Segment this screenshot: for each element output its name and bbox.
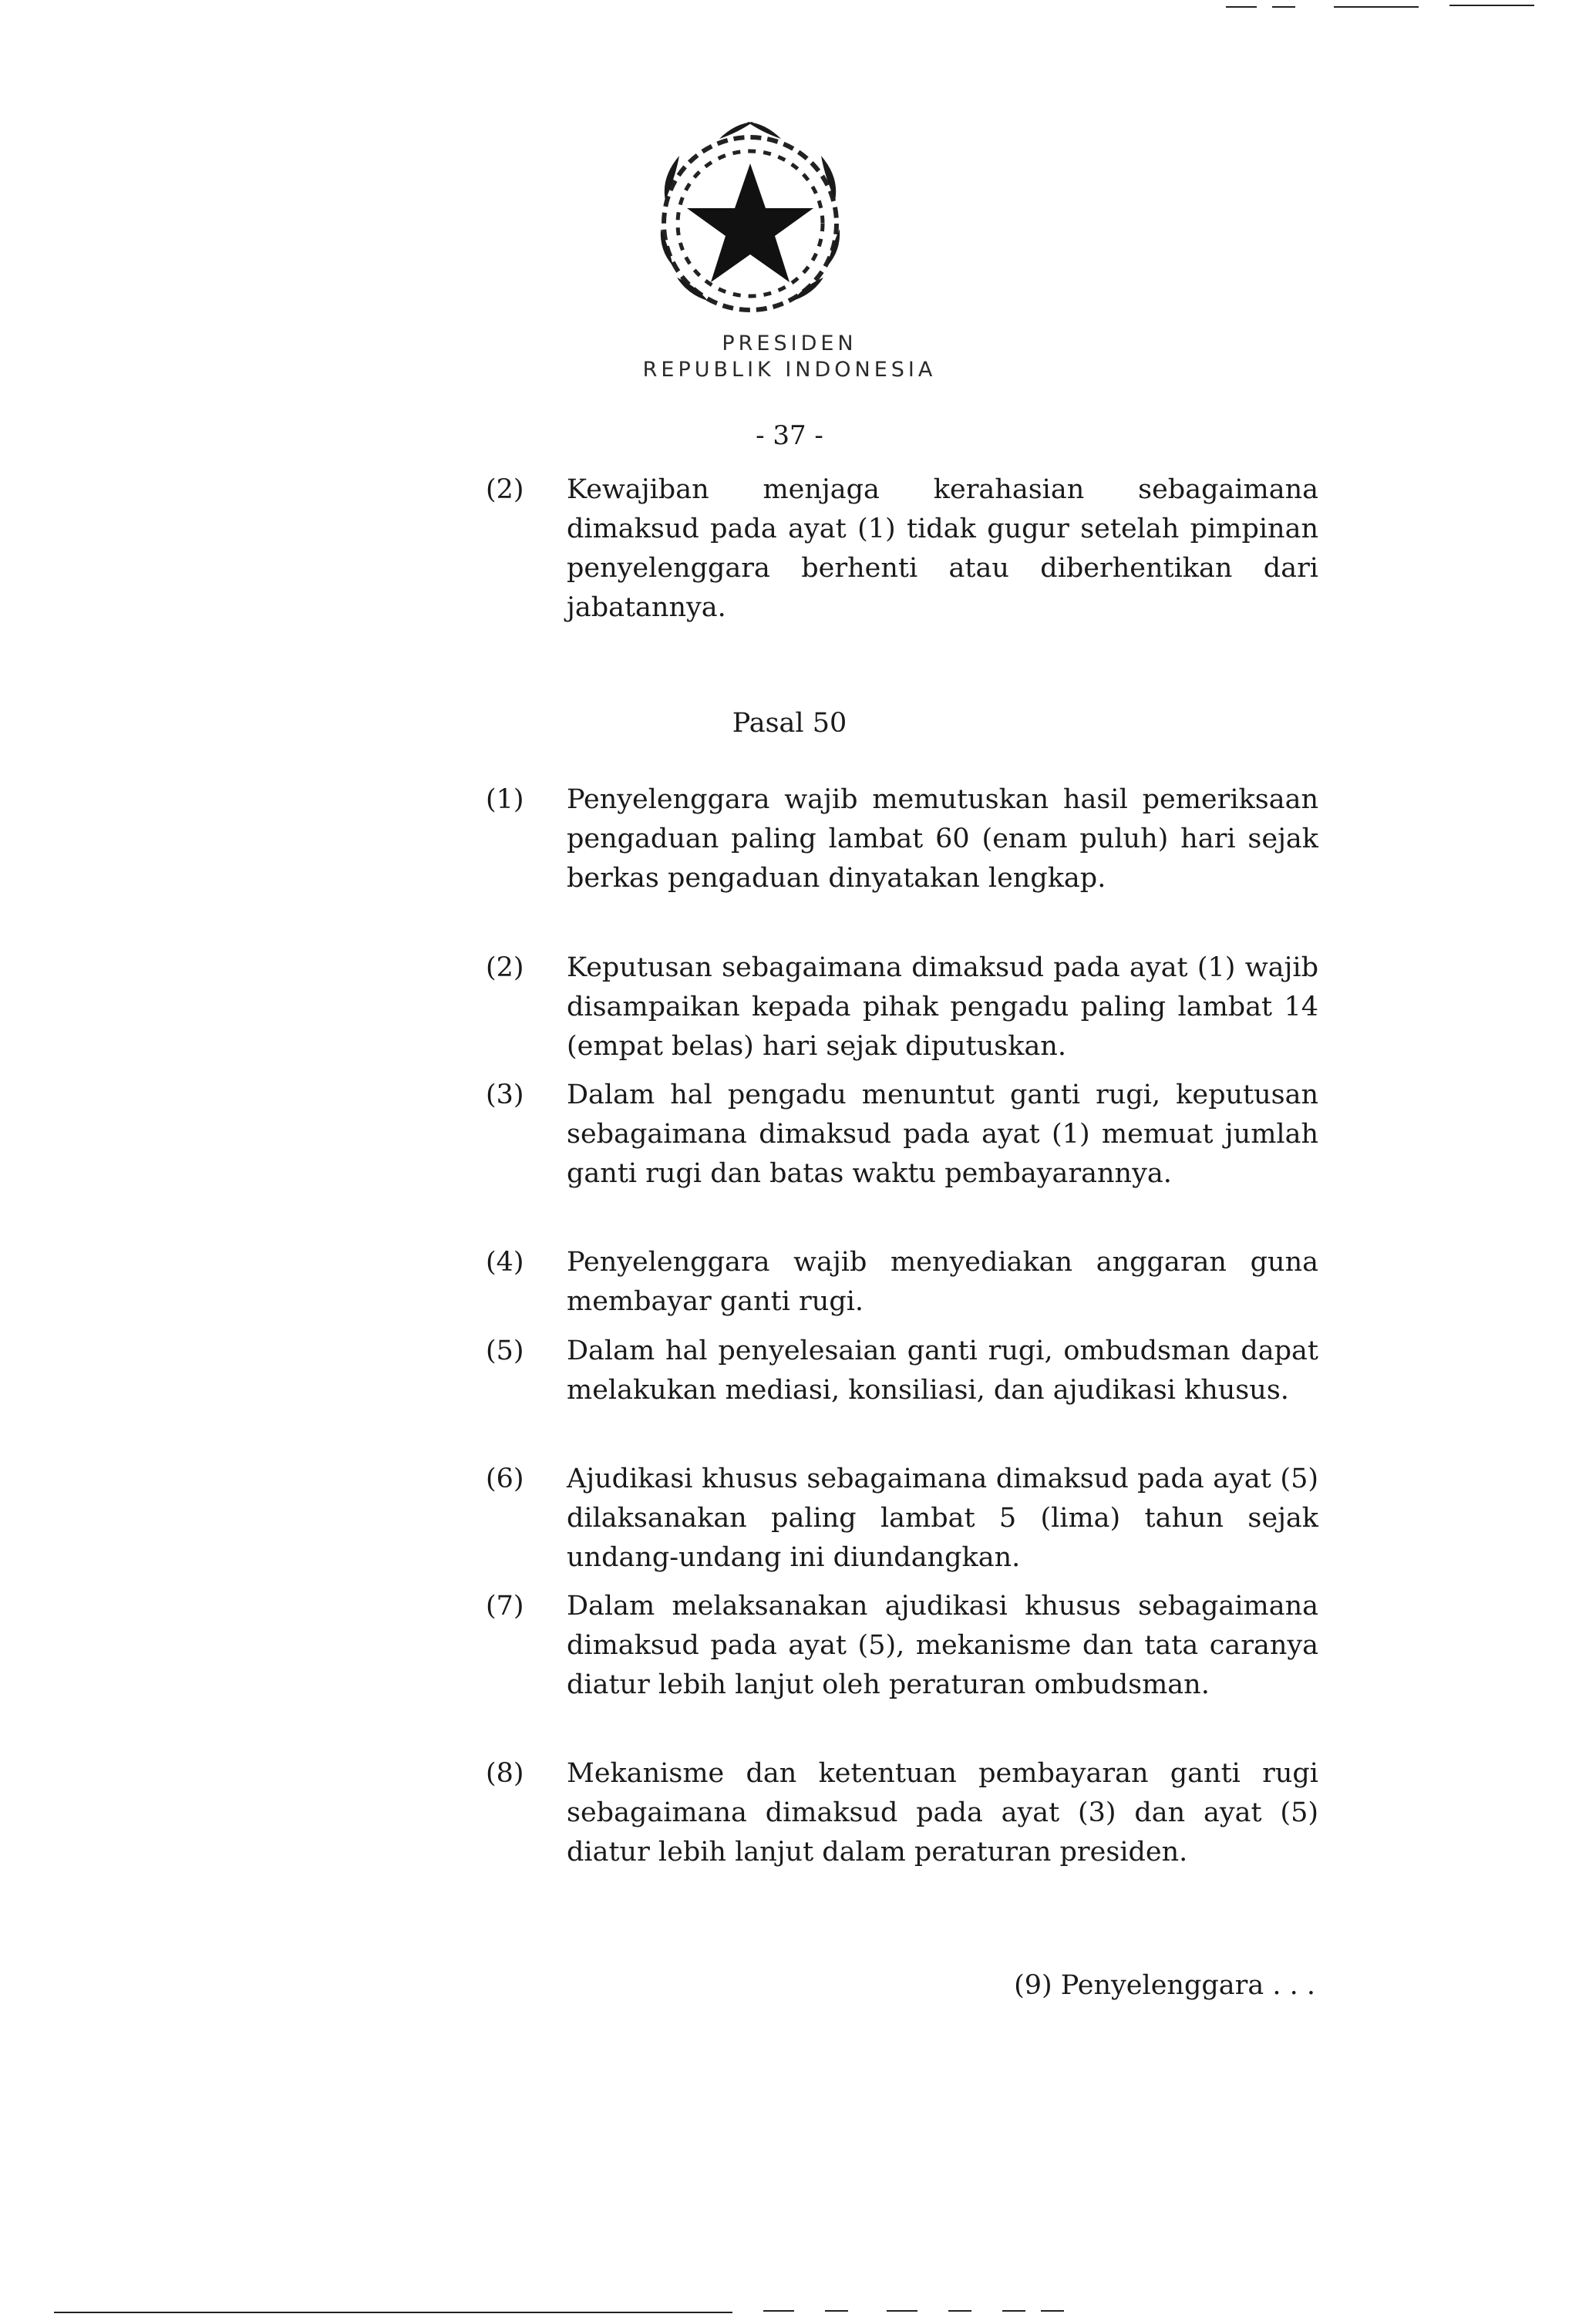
scan-rule <box>1041 2310 1064 2312</box>
header-republik-indonesia: REPUBLIK INDONESIA <box>642 358 937 382</box>
page-number: - 37 - <box>756 420 823 451</box>
scan-rule <box>887 2310 917 2312</box>
paragraph-text: Penyelenggara wajib menyediakan anggaran guna membayar ganti rugi. <box>567 1247 1318 1317</box>
scan-rule <box>54 2312 732 2313</box>
paragraph-number: (5) <box>486 1335 524 1366</box>
scan-rule <box>763 2310 794 2312</box>
scan-rule <box>1002 2310 1025 2312</box>
paragraph-number: (2) <box>486 474 524 505</box>
paragraph-text: Ajudikasi khusus sebagaimana dimaksud pada ayat (5) dilaksanakan paling lambat 5 (lima) tahun sejak undang-undang ini diundangkan. <box>567 1463 1318 1573</box>
scan-rule <box>1226 6 1257 8</box>
paragraph-text: Dalam melaksanakan ajudikasi khusus sebagaimana dimaksud pada ayat (5), mekanisme dan tata caranya diatur lebih lanjut oleh peraturan ombudsman. <box>567 1591 1318 1700</box>
paragraph-text: Dalam hal penyelesaian ganti rugi, ombudsman dapat melakukan mediasi, konsiliasi, dan ajudikasi khusus. <box>567 1335 1318 1406</box>
paragraph-number: (6) <box>486 1463 524 1494</box>
paragraph-number: (1) <box>486 784 524 815</box>
paragraph-text: Kewajiban menjaga kerahasian sebagaimana dimaksud pada ayat (1) tidak gugur setelah pimpinan penyelenggara berhenti atau diberhentikan dari jabatannya. <box>567 474 1318 623</box>
paragraph-text: Keputusan sebagaimana dimaksud pada ayat (1) wajib disampaikan kepada pihak pengadu paling lambat 14 (empat belas) hari sejak diputuskan. <box>567 952 1318 1062</box>
paragraph-number: (4) <box>486 1247 524 1278</box>
scan-rule <box>1334 6 1419 8</box>
header-presiden: PRESIDEN <box>722 332 857 355</box>
paragraph-text: Dalam hal pengadu menuntut ganti rugi, keputusan sebagaimana dimaksud pada ayat (1) memuat jumlah ganti rugi dan batas waktu pembayarannya. <box>567 1079 1318 1189</box>
paragraph-number: (3) <box>486 1079 524 1110</box>
footer-catchword: (9) Penyelenggara . . . <box>1014 1970 1315 2001</box>
paragraph-item <box>486 470 1318 632</box>
scan-rule <box>1449 5 1534 6</box>
star-emblem-icon <box>642 108 858 324</box>
paragraph-text: Mekanisme dan ketentuan pembayaran ganti rugi sebagaimana dimaksud pada ayat (3) dan ayat (5) diatur lebih lanjut dalam peraturan presiden. <box>567 1758 1318 1868</box>
scan-rule <box>825 2310 848 2312</box>
scan-rule <box>948 2310 971 2312</box>
section-title: Pasal 50 <box>732 708 847 739</box>
scan-rule <box>1272 6 1295 8</box>
paragraph-number: (2) <box>486 952 524 983</box>
paragraph-number: (7) <box>486 1591 524 1622</box>
paragraph-text: Penyelenggara wajib memutuskan hasil pemeriksaan pengaduan paling lambat 60 (enam puluh) hari sejak berkas pengaduan dinyatakan lengkap. <box>567 784 1318 894</box>
paragraph-number: (8) <box>486 1758 524 1789</box>
